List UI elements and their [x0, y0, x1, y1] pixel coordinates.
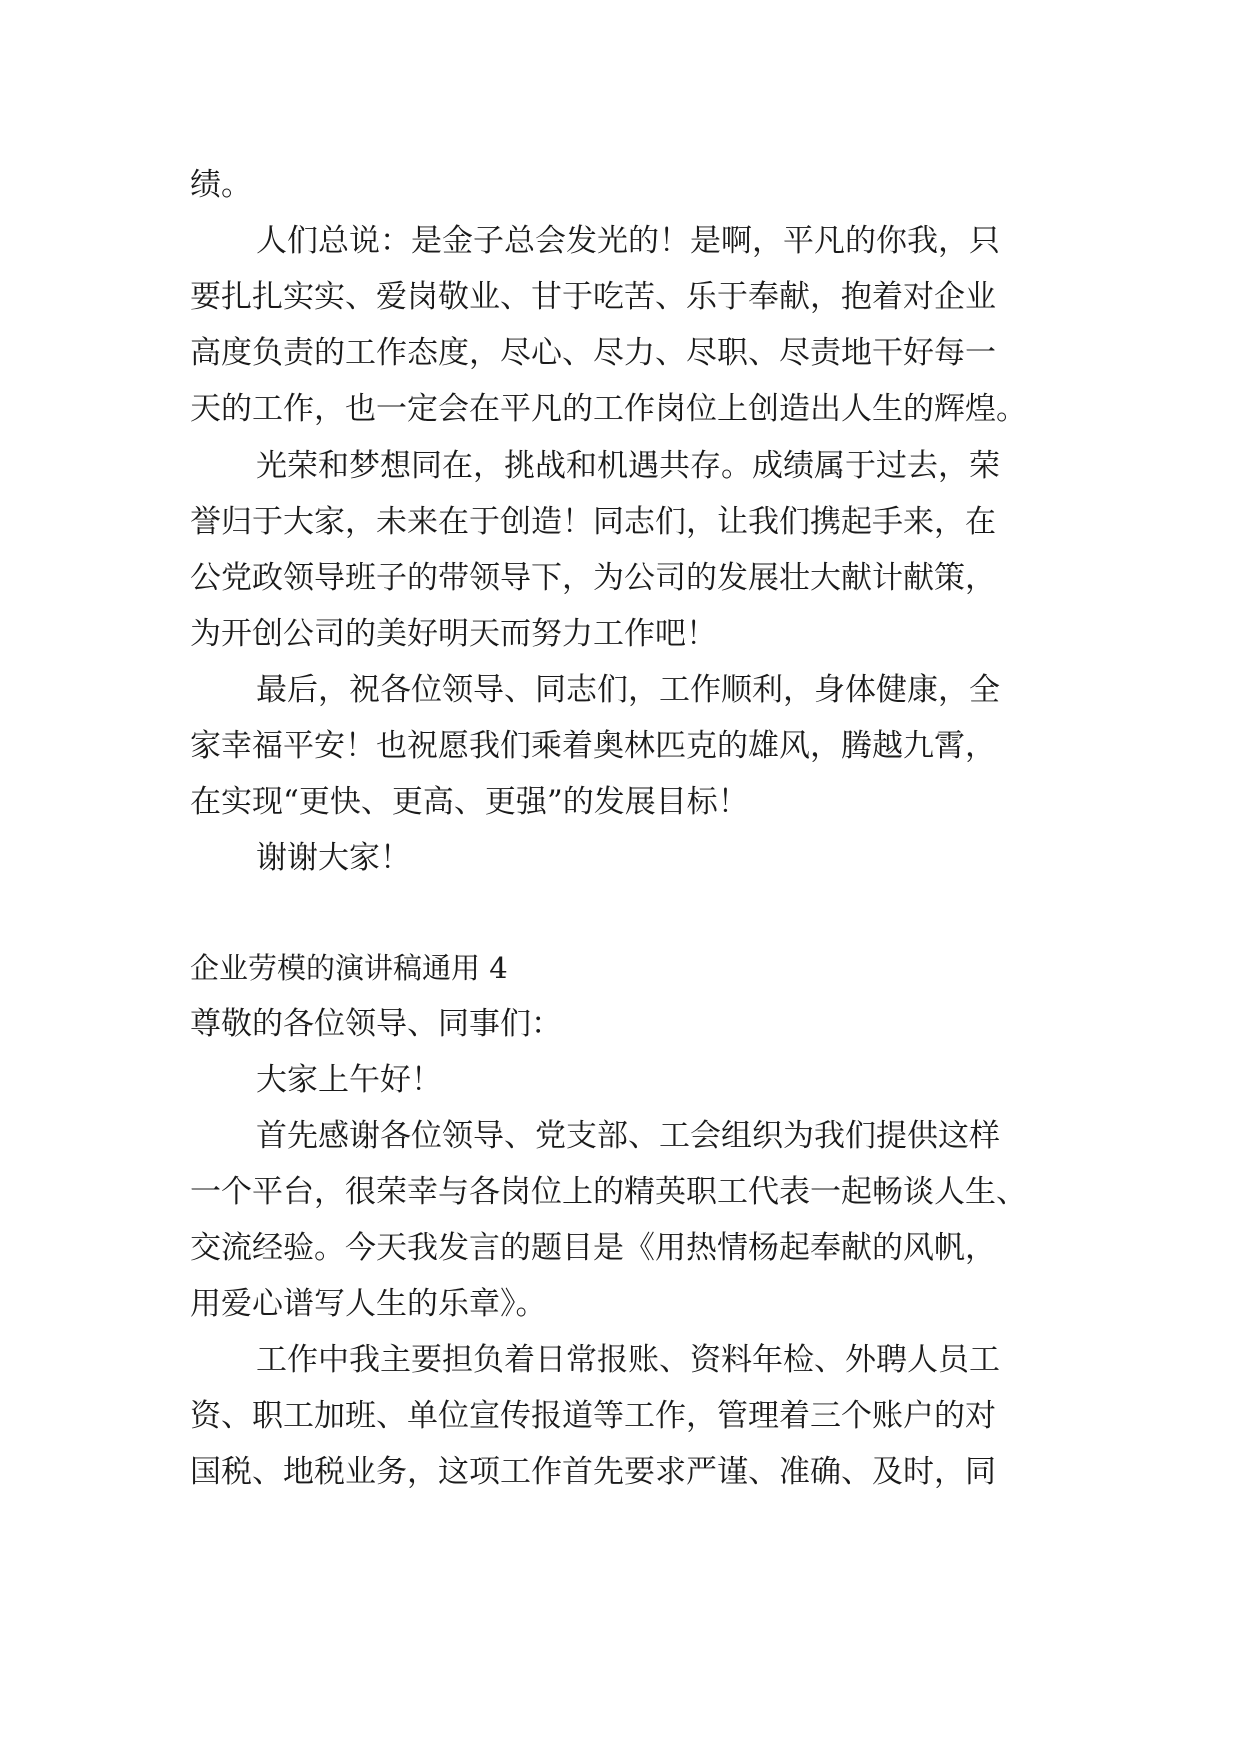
paragraph-line: 要扎扎实实、爱岗敬业、甘于吃苦、乐于奉献，抱着对企业 — [190, 279, 996, 315]
paragraph-line: 工作中我主要担负着日常报账、资料年检、外聘人员工 — [256, 1342, 1000, 1378]
paragraph-line: 人们总说：是金子总会发光的！是啊，平凡的你我，只 — [256, 223, 1000, 259]
closing-line: 谢谢大家！ — [256, 840, 411, 876]
paragraph-line: 公党政领导班子的带领导下，为公司的发展壮大献计献策， — [190, 560, 996, 596]
paragraph-line: 光荣和梦想同在，挑战和机遇共存。成绩属于过去，荣 — [256, 448, 1000, 484]
paragraph-line: 家幸福平安！也祝愿我们乘着奥林匹克的雄风，腾越九霄， — [190, 728, 996, 764]
paragraph-line: 在实现“更快、更高、更强”的发展目标！ — [190, 784, 749, 820]
paragraph-line: 首先感谢各位领导、党支部、工会组织为我们提供这样 — [256, 1118, 1000, 1154]
paragraph-line: 誉归于大家，未来在于创造！同志们，让我们携起手来，在 — [190, 504, 996, 540]
paragraph-line: 高度负责的工作态度，尽心、尽力、尽职、尽责地干好每一 — [190, 335, 996, 371]
paragraph-line: 天的工作，也一定会在平凡的工作岗位上创造出人生的辉煌。 — [190, 391, 1027, 427]
paragraph-line: 资、职工加班、单位宣传报道等工作，管理着三个账户的对 — [190, 1398, 996, 1434]
paragraph-line: 一个平台，很荣幸与各岗位上的精英职工代表一起畅谈人生、 — [190, 1174, 1027, 1210]
paragraph-line: 国税、地税业务，这项工作首先要求严谨、准确、及时，同 — [190, 1454, 996, 1490]
paragraph-line: 用爱心谱写人生的乐章》。 — [190, 1286, 547, 1322]
paragraph-line: 绩。 — [190, 167, 252, 203]
paragraph-line: 交流经验。今天我发言的题目是《用热情杨起奉献的风帆， — [190, 1230, 996, 1266]
salutation: 尊敬的各位领导、同事们： — [190, 1006, 562, 1042]
paragraph-line: 最后，祝各位领导、同志们，工作顺利，身体健康，全 — [256, 672, 1000, 708]
greeting-line: 大家上午好！ — [256, 1062, 442, 1098]
paragraph-line: 为开创公司的美好明天而努力工作吧！ — [190, 616, 717, 652]
section-title: 企业劳模的演讲稿通用 4 — [190, 951, 508, 985]
